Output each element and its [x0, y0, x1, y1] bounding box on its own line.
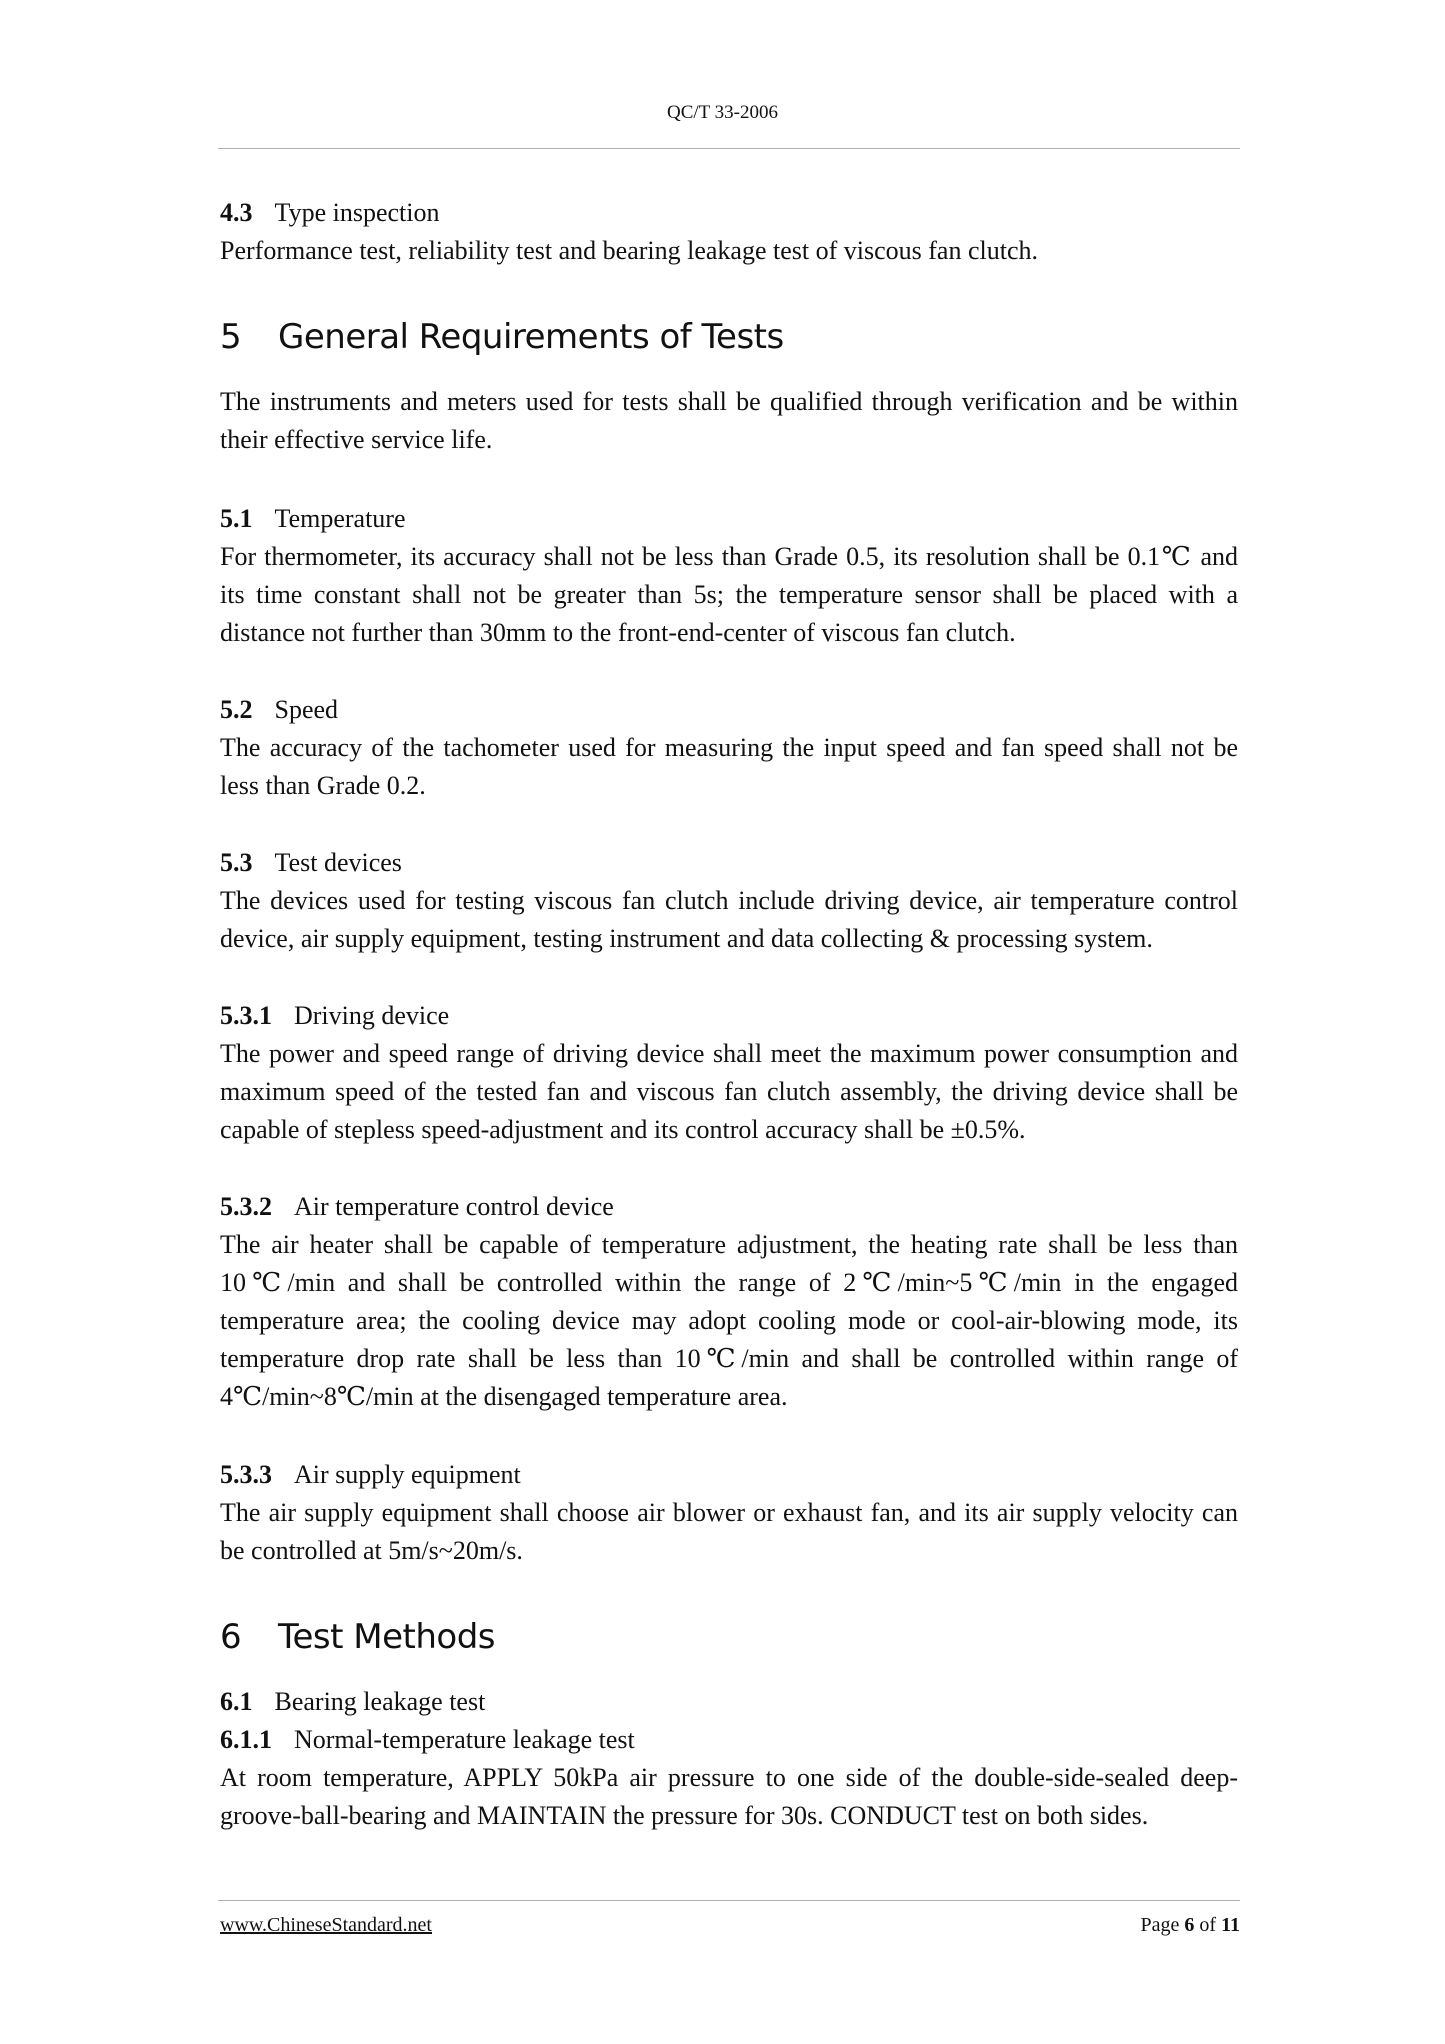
- section-title: Normal-temperature leakage test: [294, 1725, 635, 1754]
- section-paragraph: The power and speed range of driving device shall meet the maximum power consumption and maximum speed of the tested fan and viscous fan clutch assembly, the driving device shall be capable of stepless speed-adjustment and its control accuracy shall be ±0.5%.: [220, 1039, 1238, 1144]
- section-title: Speed: [274, 695, 339, 724]
- section-5-intro: [220, 383, 1238, 459]
- section-title: Driving device: [294, 1001, 450, 1030]
- section-paragraph: For thermometer, its accuracy shall not be less than Grade 0.5, its resolution shall be 0.1℃ and its time constant shall not be greater than 5s; the temperature sensor shall be placed with a distance not further than 30mm to the front-end-center of viscous fan clutch.: [220, 542, 1238, 647]
- section-6: [220, 1614, 1238, 1660]
- subsection-heading: [220, 997, 1238, 1035]
- subsection-heading: [220, 1188, 1238, 1226]
- page-header: QC/T 33-2006: [666, 102, 778, 123]
- section-number: 4.3: [220, 198, 253, 227]
- section-number: 5.3.1: [220, 1001, 272, 1030]
- section-5-3-1: [220, 997, 1238, 1149]
- section-number: 6.1: [220, 1687, 253, 1716]
- section-title: Air temperature control device: [294, 1192, 614, 1221]
- page-word: Page: [1140, 1914, 1180, 1936]
- subsection-heading: [220, 1683, 1238, 1721]
- section-6-1: [220, 1683, 1238, 1835]
- section-number: 6.1.1: [220, 1725, 272, 1754]
- section-5-2: [220, 691, 1238, 805]
- footer-link[interactable]: www.ChineseStandard.net: [220, 1914, 432, 1936]
- page-of: of: [1199, 1914, 1217, 1936]
- section-title: Bearing leakage test: [274, 1687, 486, 1716]
- chapter-heading: [220, 1614, 1238, 1660]
- section-number: 5.2: [220, 695, 253, 724]
- subsection-heading: [220, 1721, 1238, 1759]
- section-title: Air supply equipment: [294, 1460, 521, 1489]
- section-5-3-3: [220, 1456, 1238, 1570]
- section-title: Test devices: [274, 848, 402, 877]
- section-paragraph: The devices used for testing viscous fan clutch include driving device, air temperature control device, air supply equipment, testing instrument and data collecting & processing system.: [220, 886, 1238, 953]
- subsection-heading: [220, 194, 1238, 232]
- subsection-heading: [220, 844, 1238, 882]
- section-number: 5.3: [220, 848, 253, 877]
- chapter-number: 6: [220, 1617, 242, 1657]
- page-counter: [1141, 1914, 1240, 1937]
- section-4-3: [220, 194, 1238, 270]
- section-5-1: [220, 500, 1238, 652]
- chapter-title: Test Methods: [278, 1617, 495, 1657]
- section-paragraph: Performance test, reliability test and bearing leakage test of viscous fan clutch.: [220, 236, 1038, 265]
- section-5-3-2: [220, 1188, 1238, 1416]
- section-number: 5.3.2: [220, 1192, 272, 1221]
- section-paragraph: At room temperature, APPLY 50kPa air pressure to one side of the double-side-sealed deep-groove-ball-bearing and MAINTAIN the pressure for 30s. CONDUCT test on both sides.: [220, 1763, 1238, 1830]
- page-current: 6: [1184, 1914, 1195, 1936]
- section-paragraph: The air supply equipment shall choose air blower or exhaust fan, and its air supply velocity can be controlled at 5m/s~20m/s.: [220, 1498, 1238, 1565]
- section-title: Temperature: [274, 504, 406, 533]
- section-paragraph: The accuracy of the tachometer used for measuring the input speed and fan speed shall not be less than Grade 0.2.: [220, 733, 1238, 800]
- section-5-3: [220, 844, 1238, 958]
- section-5: [220, 314, 1238, 360]
- chapter-heading: [220, 314, 1238, 360]
- footer-divider: [218, 1900, 1240, 1901]
- section-number: 5.3.3: [220, 1460, 272, 1489]
- section-title: Type inspection: [274, 198, 440, 227]
- chapter-number: 5: [220, 317, 242, 357]
- subsection-heading: [220, 691, 1238, 729]
- section-paragraph: The air heater shall be capable of temperature adjustment, the heating rate shall be less than 10℃/min and shall be controlled within the range of 2℃/min~5℃/min in the engaged temperature area; the cooling device may adopt cooling mode or cool-air-blowing mode, its temperature drop rate shall be less than 10℃/min and shall be controlled within range of 4℃/min~8℃/min at the disengaged temperature area.: [220, 1230, 1238, 1411]
- section-paragraph: The instruments and meters used for tests shall be qualified through verification and be within their effective service life.: [220, 387, 1238, 454]
- subsection-heading: [220, 1456, 1238, 1494]
- page-total: 11: [1221, 1914, 1240, 1936]
- section-number: 5.1: [220, 504, 253, 533]
- chapter-title: General Requirements of Tests: [278, 317, 784, 357]
- subsection-heading: [220, 500, 1238, 538]
- header-divider: [218, 148, 1240, 149]
